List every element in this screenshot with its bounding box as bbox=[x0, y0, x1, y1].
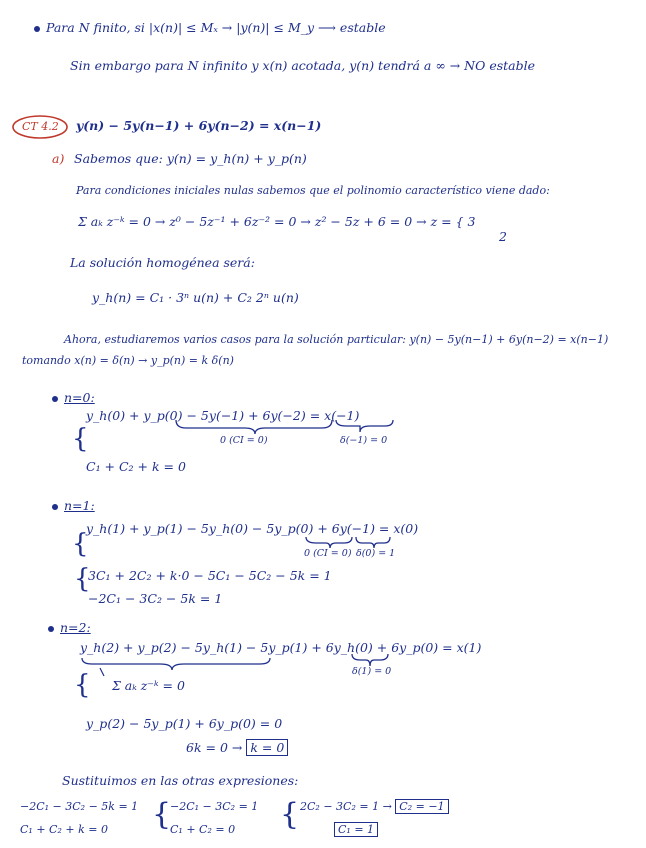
k-result-box: k = 0 bbox=[246, 739, 288, 756]
case0-under-ci: 0 (CI = 0) bbox=[220, 435, 268, 446]
case2-eq3-text: 6k = 0 → bbox=[186, 740, 243, 755]
case2-title bbox=[48, 620, 91, 636]
case1-eq2: 3C₁ + 2C₂ + k·0 − 5C₁ − 5C₂ − 5k = 1 bbox=[88, 568, 332, 583]
case0-under-delta: δ(−1) = 0 bbox=[340, 435, 388, 446]
c2-result-box: C₂ = −1 bbox=[395, 799, 448, 814]
case1-eq3: −2C₁ − 3C₂ − 5k = 1 bbox=[88, 591, 223, 606]
underbrace-n2 bbox=[82, 658, 270, 670]
case0-title-text: n=0: bbox=[64, 390, 95, 405]
poly-root2: 2 bbox=[499, 229, 507, 244]
case0-equation: y_h(0) + y_p(0) − 5y(−1) + 6y(−2) = x(−1) bbox=[86, 408, 360, 423]
final-left2: C₁ + C₂ + k = 0 bbox=[20, 823, 108, 836]
final-right2 bbox=[334, 822, 378, 838]
underbrace-delta-1 bbox=[356, 537, 390, 548]
bullet-icon bbox=[34, 26, 40, 32]
case1-equation: y_h(1) + y_p(1) − 5y_h(0) − 5y_p(0) + 6y(−1) = x(0) bbox=[86, 521, 419, 536]
case0-title bbox=[52, 390, 95, 406]
case2-sum: Σ aₖ z⁻ᵏ = 0 bbox=[112, 678, 185, 693]
final-mid2: C₁ + C₂ = 0 bbox=[170, 823, 236, 836]
bullet-icon bbox=[52, 504, 58, 510]
final-title: Sustituimos en las otras expresiones: bbox=[62, 773, 299, 788]
brace-icon: { bbox=[280, 797, 300, 832]
case1-title-text: n=1: bbox=[64, 498, 95, 513]
problem-equation: y(n) − 5y(n−1) + 6y(n−2) = x(n−1) bbox=[76, 118, 322, 133]
homog-equation: y_h(n) = C₁ · 3ⁿ u(n) + C₂ 2ⁿ u(n) bbox=[92, 290, 299, 305]
bullet-icon bbox=[48, 626, 54, 632]
stable-text: Para N finito, si |x(n)| ≤ Mₓ → |y(n)| ≤ M_y ⟶ estable bbox=[46, 20, 386, 35]
final-mid1: −2C₁ − 3C₂ = 1 bbox=[170, 800, 259, 813]
case2-title-text: n=2: bbox=[60, 620, 91, 635]
case1-title bbox=[52, 498, 95, 514]
stable-line bbox=[34, 20, 386, 36]
part-letter: a) bbox=[52, 151, 65, 166]
underbrace-ci-1 bbox=[306, 537, 352, 548]
brace-icon: { bbox=[72, 424, 89, 454]
brace-icon: { bbox=[74, 564, 91, 594]
problem-label: CT 4.2 bbox=[22, 120, 59, 133]
case0-result: C₁ + C₂ + k = 0 bbox=[86, 459, 186, 474]
case1-under-ci: 0 (CI = 0) bbox=[304, 548, 352, 559]
initial-cond-line: Para condiciones iniciales nulas sabemos que el polinomio característico viene dado: bbox=[76, 184, 550, 197]
brace-icon: { bbox=[152, 797, 172, 832]
homog-title: La solución homogénea será: bbox=[70, 255, 255, 270]
case2-eq2: y_p(2) − 5y_p(1) + 6y_p(0) = 0 bbox=[86, 716, 283, 731]
bullet-icon bbox=[52, 396, 58, 402]
final-right1-text: 2C₂ − 3C₂ = 1 → bbox=[300, 800, 392, 813]
brace-icon: { bbox=[74, 670, 91, 700]
now-line: Ahora, estudiaremos varios casos para la solución particular: y(n) − 5y(n−1) + 6y(n−2) = x(n−1) bbox=[64, 333, 609, 346]
known-line: Sabemos que: y(n) = y_h(n) + y_p(n) bbox=[74, 151, 307, 166]
case2-under-delta: δ(1) = 0 bbox=[352, 666, 392, 677]
final-right1 bbox=[300, 799, 449, 815]
c1-result-box: C₁ = 1 bbox=[334, 822, 378, 837]
unstable-line: Sin embargo para N infinito y x(n) acotada, y(n) tendrá a ∞ → NO estable bbox=[70, 58, 536, 73]
taking-line: tomando x(n) = δ(n) → y_p(n) = k δ(n) bbox=[22, 354, 234, 367]
poly-line: Σ aₖ z⁻ᵏ = 0 → z⁰ − 5z⁻¹ + 6z⁻² = 0 → z² − 5z + 6 = 0 → z = { 3 bbox=[78, 214, 476, 229]
brace-icon: { bbox=[72, 529, 89, 559]
case1-under-delta: δ(0) = 1 bbox=[356, 548, 396, 559]
case2-equation: y_h(2) + y_p(2) − 5y_h(1) − 5y_p(1) + 6y_h(0) + 6y_p(0) = x(1) bbox=[80, 640, 482, 655]
case2-eq3 bbox=[186, 740, 288, 756]
final-left1: −2C₁ − 3C₂ − 5k = 1 bbox=[20, 800, 139, 813]
